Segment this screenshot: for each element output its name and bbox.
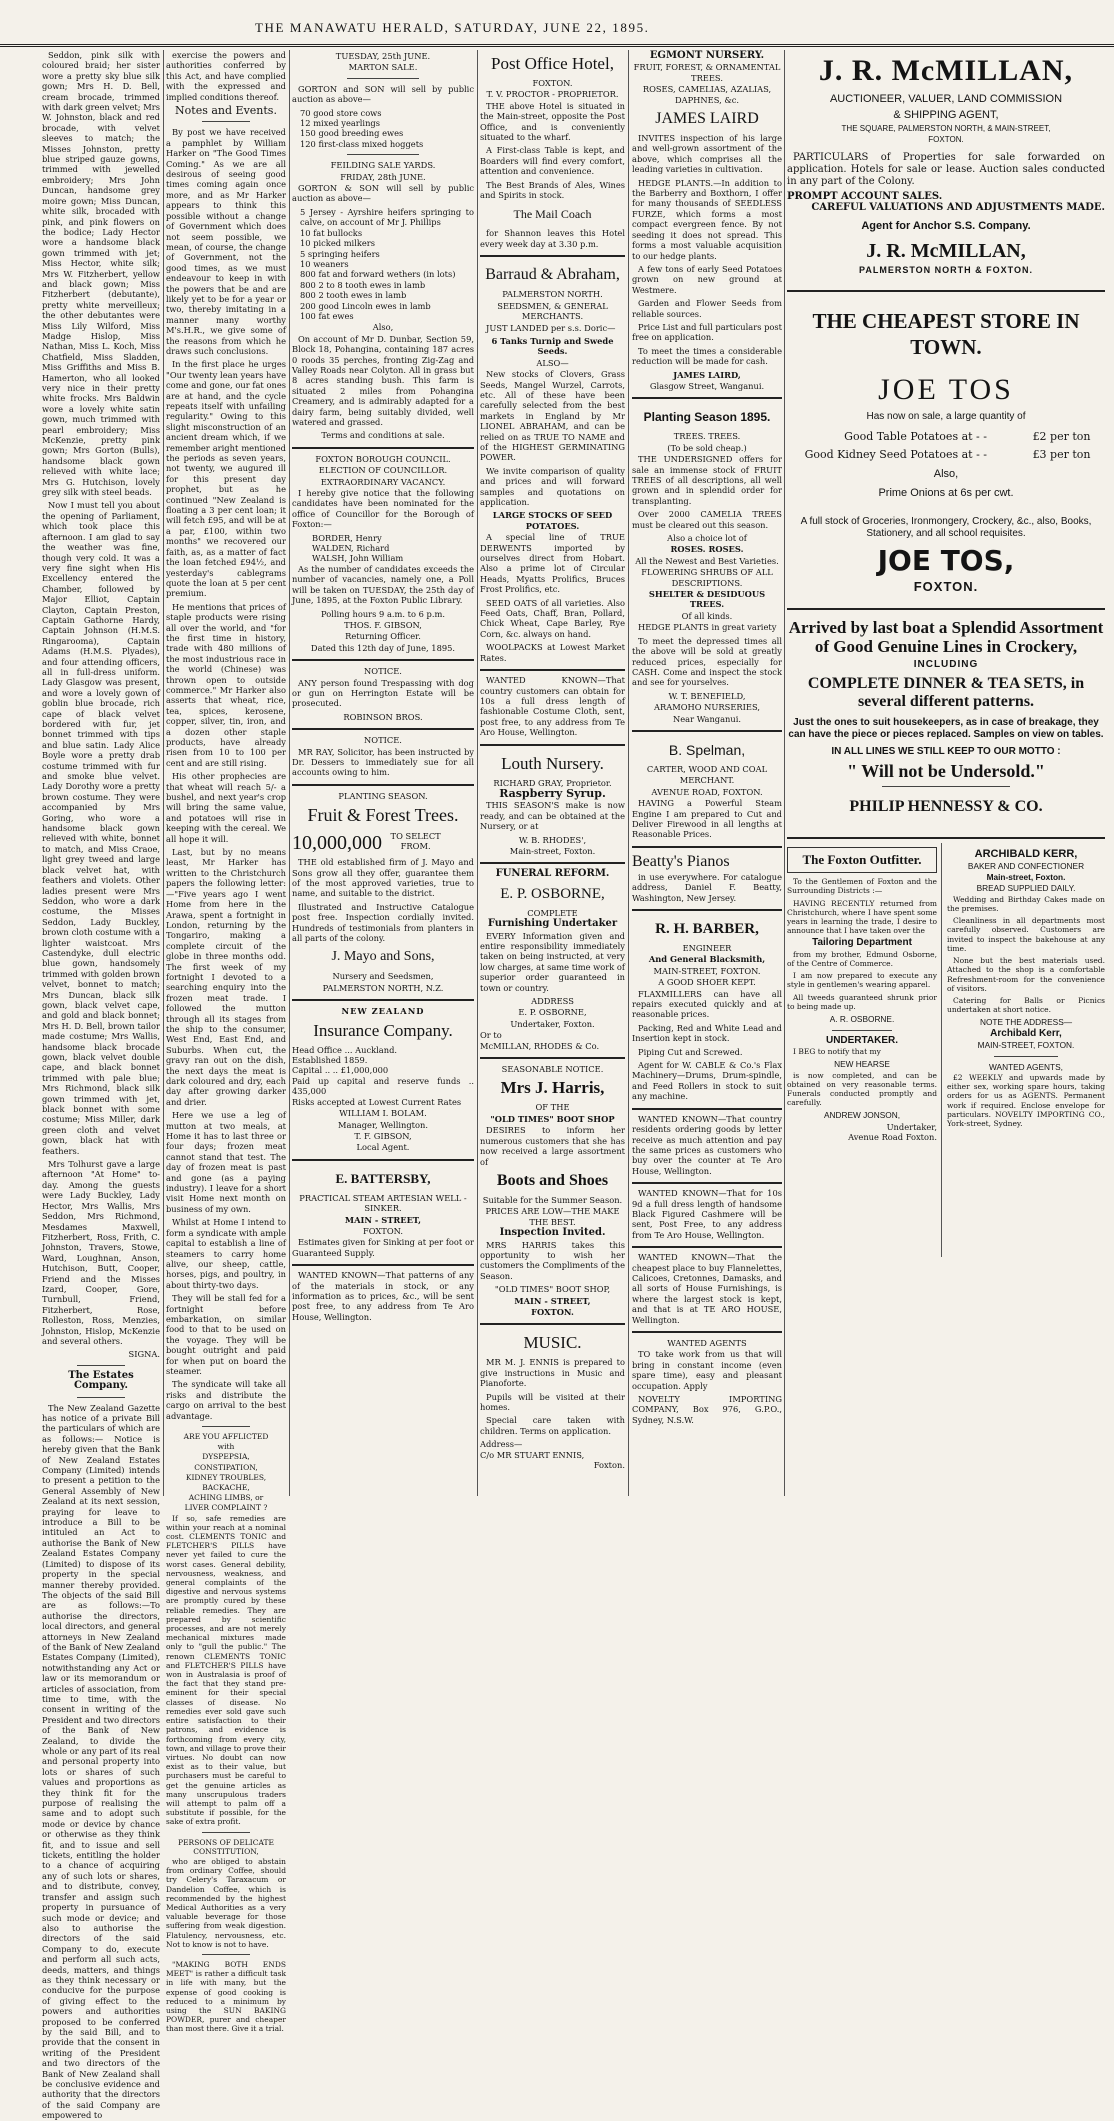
osborne-body: EVERY Information given and entire responsibility immediately taken on being instructed, at very low charges, at same time work of superior order guaranteed in town or country. [480,930,625,993]
divider [202,1954,250,1955]
wanted-known: WANTED KNOWN—That the cheapest place to buy Flannelettes, Calicoes, Cretonnes, Damasks, and all sorts of House Furnishings, is where the largest stock is kept, and that is at TE ARO HOUSE, Wellington. [632,1252,782,1325]
society-paragraph: Seddon, pink silk with coloured braid; her sister wore a pretty sky blue silk gown; Mrs H. D. Bell, cream brocade, trimmed with dark green velvet; Mrs W. Johnston, black and red brocade, with velvet sleeves to match; the Misses Johnston, pretty blue striped gauze gowns, trimmed with jewelled embroidery; Mrs John Duncan, handsome grey moire gown; Miss Duncan, white silk, brocaded with pink, and pink flowers on the bodice; Lady Hector wore a handsome black gown trimmed with jet; Miss Hector, white silk; Mrs W. Fitzherbert, yellow and black gown; Miss Fitzherbert (debutante), pretty white merveilleux; the other debutantes were Miss Lily Wilford, Miss Madge Hislop, Miss Nathan, Miss L. Koch, Miss Chatfield, Miss Sladden, Miss Griffiths and Miss B. Hamerton, who all looked very nice in their pretty white frocks. Mrs Baldwin wore a lovely white satin gown, much trimmed with pearl embroidery; Miss McKenzie, pretty pink gown; Mrs Gorton (Bulls), handsome black gown relieved with white lace; Mrs G. Hutchison, lovely grey silk with steel beads. [42,50,160,498]
notice-body: ANY person found Trespassing with dog or gun on Herrington Estate will be prosecuted. [292,677,474,709]
tos-town: FOXTON. [913,579,979,595]
battersby-town: FOXTON. [362,1225,404,1236]
spelman-subheading: CARTER, WOOD AND COAL [646,763,768,774]
notice-body: MR RAY, Solicitor, has been instructed by Dr. Dessers to immediately sue for all accounts owing to him. [292,746,474,778]
tos-heading: JOE TOS [878,372,1014,406]
undertaker-role: Undertaker, [886,1121,937,1132]
notes-paragraph: By post we have received a pamphlet by William Harker on "The Good Times Coming." As we are all desirous of seeing good times coming again once more, and as Mr Harker appears to think this possible without a change of Government which does not seem possible, we mean, of course, the change of Government, not the good times, as we must endeavour to keep in with the powers that be and are likely yet to be for a year or two, thereby imitating in a manner many worthy M's.H.R., we give some of the reasons from which he draws such conclusions. [166,127,286,356]
mayo-heading: J. Mayo and Sons, [331,949,435,965]
mcmillan-prompt: PROMPT ACCOUNT SALES. [787,190,943,202]
insurance-agent-role: Local Agent. [356,1142,410,1153]
undertaker-place: Avenue Road Foxton. [848,1132,937,1143]
raspberry-signature: W. B. RHODES', [518,834,587,845]
battersby-street: MAIN - STREET, [344,1214,422,1225]
inspection-street: MAIN - STREET, [514,1295,591,1306]
mcmillan-heading: J. R. McMILLAN, [818,54,1074,87]
column-rule [477,50,478,1496]
notes-paragraph: Whilst at Home I intend to form a syndicate with ample capital to establish a line of steamers to carry home alive, our sheep, cattle, horses, pigs, and poultry, in about thirty-two days. [166,1217,286,1290]
signature: SIGNA. [128,1349,160,1360]
barber-body: Piping Cut and Screwed. [638,1046,743,1057]
inspection-town: FOXTON. [531,1306,574,1317]
raspberry-place: Main-street, Foxton. [509,845,596,856]
insurance-risks: Risks accepted at Lowest Current Rates [292,1096,462,1107]
candidate: WALSH, John William [312,553,404,564]
divider [832,1030,892,1031]
laird-place: Glasgow Street, Wanganui. [649,380,765,391]
insurance-manager-role: Manager, Wellington. [338,1119,428,1130]
tos-sale: Has now on sale, a large quantity of [866,410,1026,422]
column-2 [166,50,286,2034]
raspberry-heading: Raspberry Syrup. [499,786,606,800]
hotel-body: The Best Brands of Ales, Wines and Spirits in stock. [480,179,625,201]
kerr-subheading: BAKER AND CONFECTIONER [967,860,1085,871]
barraud-body: New stocks of Clovers, Grass Seeds, Mangel Wurzel, Carrots, etc. All of these have been carefully selected from the best markets in England by Mr LIONEL ABRAHAM, and can be relied on as TRUE TO NAME and of the HIGHEST GERMINATING POWER. [480,369,625,463]
notes-paragraph: His other prophecies are that wheat will reach 5/- a bushel, and next year's crop will bring the same value, and potatoes will rise in keeping with the cereal. We all hope it will. [166,771,286,844]
insurance-capital: Capital .. .. £1,000,000 [292,1065,389,1076]
outfitter-body: from my brother, Edmund Osborne, of the Centre of Commerce. [787,949,937,969]
louth-proprietor: RICHARD GRAY, Proprietor. [493,777,612,788]
coach-heading: The Mail Coach [513,207,592,222]
barber-shoer: A GOOD SHOER KEPT. [658,977,756,988]
candidate: BORDER, Henry [312,532,382,543]
notes-paragraph: Here we use a leg of mutton at two meals, at Home it has to last three or four days; frozen meat cannot stand that test. The day of frozen meat is past and gone (as a paying industry). I leave for a short visit Home next month on business of my own. [166,1110,286,1214]
divider [77,1397,124,1398]
ailment-item: KIDNEY TROUBLES, [185,1472,267,1482]
wanted-agents-body: £2 WEEKLY and upwards made by either sex, working spare hours, taking orders for us as AGENTS. Permanent work if required. Enclose envelope for particulars. NOVELTY IMPORTING CO., York-street, Sydney. [947,1072,1105,1128]
trees-cheap: (To be sold cheap.) [667,442,747,453]
tos-onions: Prime Onions at 6s per cwt. [878,487,1014,500]
sale-intro: GORTON & SON will sell by public auction as above— [292,183,474,204]
outfitter-body: HAVING RECENTLY returned from Christchurch, where I have spent some years in learning the trade, I desire to announce that I have taken over the [787,898,937,936]
sale-item: 120 first-class mixed hoggets [300,138,424,149]
candidate: WALDEN, Richard [312,543,390,554]
seasonable-notice: SEASONABLE NOTICE. [501,1064,604,1075]
tolhurst-paragraph: Mrs Tolhurst gave a large afternoon "At Home" to-day. Among the guests were Lady Buckley, Lady Hector, Mrs Wallis, Mrs Seddon, Mrs Richmond, Mesdames Maxwell, Fitzherbert, Ross, Frith, C. Johnston, Travers, Stowe, Ward, Loughnan, Anson, Hutchison, Butt, Cooper, Friend and the Misses Izard, Cooper, Gore, Turnbull, Friend, Fitzherbert, Rose, Rolleston, Ross, Menzies, Johnston, Hislop, McKenzie and several others. [42,1159,160,1346]
estates-heading: The Estates Company. [68,1369,134,1392]
kerr-heading: ARCHIBALD KERR, [974,848,1078,861]
barraud-body: A special line of TRUE DERWENTS imported by ourselves direct from Hobart. Also a prime lot of Circular Heads, Myatts Prolifics, Bruces Frost Prolifics, etc. [480,532,625,595]
mayo-subheading: Nursery and Seedsmen, [332,971,434,982]
sale-item: 10 weaners [300,258,349,269]
arrived-quote: " Will not be Undersold." [847,761,1045,782]
sale-item: 100 fat ewes [300,310,354,321]
harris-heading: Mrs J. Harris, [500,1078,605,1098]
arrived-body: Just the ones to suit housekeepers, as in case of breakage, they can have the piece or pieces replaced. Samples on view on tables. [788,716,1104,740]
hotel-proprietor: T. V. PROCTOR - PROPRIETOR. [486,89,619,100]
harris-body: DESIRES to inform her numerous customers that she has now received a large assortment of [480,1125,625,1167]
egmont-list: ROSES, CAMELIAS, AZALIAS, DAPHNES, &c. [642,84,772,105]
insurance-heading: Insurance Company. [313,1020,453,1040]
column-rule [628,50,629,1496]
column-4 [480,50,625,1496]
raspberry-body: THIS SEASON'S make is now ready, and can be obtained at the Nursery, or at [480,800,625,832]
council-subheading: ELECTION OF COUNCILLOR. [318,465,448,476]
divider [347,78,420,79]
outfitter-signature: A. R. OSBORNE. [829,1014,895,1025]
wanted-known: WANTED KNOWN—That country residents ordering goods by letter receive as much attention and pay the same prices as customers who buy over the counter at Te Aro House, Wellington. [632,1113,782,1176]
notes-heading: Notes and Events. [175,104,277,118]
sale-place: FEILDING SALE YARDS. [330,160,436,171]
beatty-heading: Beatty's Pianos [632,852,730,870]
council-vacancy: EXTRAORDINARY VACANCY. [320,476,446,487]
tos-line-label: Good Kidney Seed Potatoes at - - [804,448,987,462]
hennessy-heading: PHILIP HENNESSY & CO. [849,798,1043,816]
music-body: Special care taken with children. Terms on application. [480,1415,625,1436]
benefield-signature: W. T. BENEFIELD, [668,690,746,701]
undertaker-hearse: NEW HEARSE [834,1059,890,1070]
council-heading: FOXTON BOROUGH COUNCIL. [315,453,451,464]
notes-paragraph: He mentions that prices of staple products were rising all over the world, and "for the first time in history, trade with 480 millions of the most industrious race in the world (Chinese) was thrown open to outside commerce." Mr Harker also asserts that wheat, rice, tea, spices, kerosene, copper, silver, tin, iron, and a dozen other staple products, have already risen from 10 to 100 per cent and are still rising. [166,601,286,768]
boots-heading: Boots and Shoes [496,1171,609,1189]
kerr-body: Catering for Balls or Picnics undertaken at short notice. [947,995,1105,1015]
sale-item: 5 Jersey - Ayrshire heifers springing to calve, on account of Mr J. Phillips [300,206,474,228]
sale-item: 150 good breeding ewes [300,128,404,139]
sale-item: 70 good store cows [300,107,382,118]
egmont-subheading: FRUIT, FOREST, & ORNAMENTAL TREES. [633,62,781,83]
coach-body: for Shannon leaves this Hotel every week day at 3.30 p.m. [480,228,625,249]
agents-signature: NOVELTY IMPORTING COMPANY, Box 976, G.P.O., Sydney, N.S.W. [632,1394,782,1425]
sale-item: 10 picked milkers [300,238,376,249]
trees-number: 10,000,000 [292,832,382,855]
wanted-agents-heading: WANTED AGENTS, [989,1061,1063,1072]
column-rule [941,843,942,1257]
barraud-landed: JUST LANDED per s.s. Doric— [486,322,616,333]
outfitter-department: Tailoring Department [812,937,912,949]
tos-heading: JOE TOS, [877,544,1015,578]
arrived-motto: IN ALL LINES WE STILL KEEP TO OUR MOTTO : [831,745,1061,757]
sale-intro: GORTON and SON will sell by public auction as above— [292,83,474,105]
trees-subheading: TREES. TREES. [673,431,741,442]
masthead [0,0,1114,47]
laird-body: Garden and Flower Seeds from reliable sources. [632,298,782,319]
cheapest-heading: THE CHEAPEST STORE IN TOWN. [812,308,1080,359]
wanted-known: WANTED KNOWN—That for 10s 9d a full dress length of handsome Black Figured Cashmere will be sent, Post Free, to any address from Te Aro House, Wellington. [632,1188,782,1240]
insurance-paid: Paid up capital and reserve funds .. 435,000 [292,1075,474,1097]
barber-body: Agent for W. CABLE & Co.'s Flax Machinery—Drums, Drum-spindle, and Feed Rollers in stock to suit any machine. [632,1060,782,1102]
shrubs-heading: FLOWERING SHRUBS OF ALL DESCRIPTIONS. [641,567,773,588]
sale-terms: Terms and conditions at sale. [321,430,445,441]
osborne-complete: COMPLETE [527,907,578,918]
ailment-item: BACKACHE, [202,1483,250,1493]
battersby-heading: E. BATTERSBY, [335,1170,431,1186]
barraud-subheading: SEEDSMEN, & GENERAL MERCHANTS. [497,300,608,322]
roses-heading: ROSES. ROSES. [670,544,744,555]
ad-body: If so, safe remedies are within your reach at a nominal cost. CLEMENTS TONIC and FLETCHER'S PILLS have never yet failed to cure the worst cases. General debility, nervousness, weakness, and general complaints of the digestive and nervous systems are promptly cured by these reliable remedies. They are prepared by scientific processes, and are not merely mechanical mixtures made only to "gull the public." The renown CLEMENTS TONIC and FLETCHER'S PILLS have won in Australasia is proof of the fact that they stand pre-eminent for their special classes of disease. No remedies ever sold gave such entire satisfaction to their patrons, and evidence is forthcoming from every city, town, and village to prove their virtues. No doubt can now exist as to their value, but purchasers must be careful to get the genuine articles as many unscrupulous traders will attempt to palm off a substitute if possible, for the sake of extra profit. [166,1513,286,1827]
undertaker-body: I BEG to notify that my [793,1046,881,1056]
sale-item: 800 2 to 8 tooth ewes in lamb [300,279,426,290]
sale-date: TUESDAY, 25th JUNE. [335,51,431,61]
council-body: I hereby give notice that the following candidates have been nominated for the office of Councillor for the Borough of Foxton:— [292,488,474,530]
barraud-body: SEED OATS of all varieties. Also Feed Oats, Chaff, Bran, Pollard, Chick Wheat, Cape Barley, Rye Corn, &c. always on hand. [480,597,625,639]
spelman-body: HAVING a Powerful Steam Engine I am prepared to Cut and Deliver Firewood in all lengths at Reasonable Prices. [632,798,782,840]
ad-heading: ARE YOU AFFLICTED [183,1432,269,1441]
tos-line-price: £2 per ton [1032,430,1091,444]
notice-heading: NOTICE. [364,666,402,677]
insurance-country: NEW ZEALAND [341,1006,425,1017]
trees-body: THE old established firm of J. Mayo and Sons grow all they offer, guarantee them of the most approved varieties, true to name, and suitable to the district. [292,857,474,899]
kerr-body: None but the best materials used. Attached to the shop is a comfortable Refreshment-room for the convenience of visitors. [947,956,1105,993]
undersigned-body: THE UNDERSIGNED offers for sale an immense stock of FRUIT TREES of all descriptions, all well grown and in splendid order for transplanting. [632,454,782,506]
parliament-paragraph: Now I must tell you about the opening of Parliament, which took place this afternoon. I am glad to say the weather was fine, though very cold. It was a very fine sight when His Excellency entered the Chamber, followed by Major Elliot, Captain Clayton, Captain Preston, Captain Gathorne Hardy, Captain Johnson (H.M.S. Ringarooma), Captain Adams (H.M.S. Plyades), and four attending officers, all in full-dress uniform. Lady Glasgow was present, and wore a lovely gown of goblin blue brocade, rich cape of black velvet bordered with fur, jet bonnet trimmed with tips and blue satin. Lady Alice Boyle wore a pretty drab costume trimmed with fur and smoke blue velvet. Lady Dorothy wore a pretty brown costume. They were accompanied by Mrs Goring, who wore a handsome black gown relieved with white, bonnet to match, and Miss Craoe, light grey tweed and large black velvet hat, with feathers and violets. Other ladies present were Mrs Seddon, who wore a dark costume, the Misses Seddon, Lady Buckley, brown cloth costume with a lighter waistcoat. Mrs Castendyke, dull electric blue gown, handsomely trimmed with golden brown velvet, bonnet to match; Mrs Duncan, black silk gown, black velvet cape, and gold and black bonnet; Mrs H. D. Bell, brown tailor made costume; Mrs Wallis, handsome black brocade gown, black velvet double cape, and black bonnet trimmed with pale blue; Mrs Richmond, black silk gown trimmed with jet, black bonnet with some costume; Miss Miller, dark green cloth and velvet gown, black hat with feathers. [42,500,160,1156]
returning-officer-role: Returning Officer. [345,631,421,642]
inspection-body: MRS HARRIS takes this opportunity to wish her customers the Compliments of the Season. [480,1239,625,1281]
divider [882,786,1009,787]
planting-heading: PLANTING SEASON. [338,790,428,801]
divider [202,1832,250,1833]
ailment-item: LIVER COMPLAINT ? [184,1503,268,1513]
mcmillan-town: FOXTON. [928,135,964,145]
barraud-heading: Barraud & Abraham, [485,266,620,284]
estates-continued: exercise the powers and authorities conferred by this Act, and have complied with the expressed and implied conditions thereof. [166,50,286,102]
polling-hours: Polling hours 9 a.m. to 6 p.m. [320,608,446,619]
kinds-line: Of all kinds. [681,610,733,621]
laird-body: To meet the times a considerable reduction will be made for cash. [632,345,782,367]
trees-body: Illustrated and Instructive Catalogue post free. Inspection cordially invited. Hundreds of testimonials from planters in all parts of the colony. [292,901,474,944]
inspection-shop: "OLD TIMES" BOOT SHOP, [494,1284,611,1295]
notice-signature: ROBINSON BROS. [343,711,423,722]
planting-heading: Planting Season 1895. [643,410,771,425]
barber-subheading: ENGINEER [682,943,732,953]
harris-of: OF THE [535,1102,570,1113]
insurance-manager: WILLIAM I. BOLAM. [339,1108,427,1119]
egmont-heading: EGMONT NURSERY. [649,50,765,61]
ad-body: who are obliged to abstain from ordinary Coffee, should try Celery's Taraxacum or Dandelion Coffee, which is recommended by the highest Medical Authorities as a very valuable beverage for those suffering from weak digestion. Flatulency, nervousness, etc. Not to know is not to have. [166,1856,286,1949]
ad-heading: PERSONS OF DELICATE CONSTITUTION, [178,1837,274,1856]
notes-paragraph: In the first place he urges "Our twenty lean years have come and gone, our fat ones are at hand, and the cycle repeats itself with unfailing regularity." Owing to this slight misconstruction of an ancient dream which, if we remember aright mentioned the periods as seven years, not twenty, we augured ill for this present day prophet, but as he continued "New Zealand is floating a 3 per cent loan; it will fetch £95, and will be at a par, £100, within two months" we recovered our faith, as, as a matter of fact the loan fetched £94½, and yesterday's cablegrams quote the loan at 5 per cent premium. [166,359,286,599]
music-body: Pupils will be visited at their homes. [480,1391,625,1412]
sale-date: FRIDAY, 28th JUNE. [340,171,426,182]
louth-heading: Louth Nursery. [501,753,604,773]
osborne-subheading: Furnishing Undertaker [487,918,618,930]
sale-item: 800 2 tooth ewes in lamb [300,290,407,301]
arrived-sets: COMPLETE DINNER & TEA SETS, in several different patterns. [807,674,1085,710]
spelman-road: AVENUE ROAD, FOXTON. [651,786,763,797]
laird-signature: JAMES LAIRD, [673,369,741,380]
arrived-including: INCLUDING [913,659,979,671]
kerr-note: NOTE THE ADDRESS— [979,1017,1073,1028]
barber-heading: R. H. BARBER, [655,921,759,937]
benefield-near: Near Wanganui. [672,713,742,724]
mcmillan-address: THE SQUARE, PALMERSTON NORTH, & MAIN-STREET, [841,124,1051,133]
barraud-tanks: 6 Tanks Turnip and Swede Seeds. [491,335,614,357]
kerr-signature: Archibald Kerr, [990,1027,1062,1039]
harris-shop: "OLD TIMES" BOOT SHOP [490,1113,615,1124]
divider [994,1056,1057,1057]
returning-officer: THOS. F. GIBSON, [344,619,422,630]
mcmillan-places: PALMERSTON NORTH & FOXTON. [858,265,1033,276]
mcmillan-subheading: AUCTIONEER, VALUER, LAND COMMISSION [829,93,1063,105]
laird-heading: JAMES LAIRD [655,110,759,128]
outfitter-body: I am now prepared to execute any style in gentlemen's wearing apparel. [787,971,937,990]
trees-heading: Fruit & Forest Trees. [307,805,459,826]
barraud-large: LARGE STOCKS OF SEED POTATOES. [492,510,613,531]
masthead-title: THE MANAWATU HERALD, SATURDAY, JUNE 22, 1895. [255,20,650,35]
sale-also: Also, [372,322,394,333]
mcmillan-body: PARTICULARS of Properties for sale forwarded on application. Hotels for sale or lease. Auction sales conducted in any part of the Colony. [787,151,1105,187]
undertaker-signature: ANDREW JONSON, [823,1110,901,1121]
sale-item: 5 springing heifers [300,248,380,259]
music-town: Foxton. [593,1460,625,1471]
barraud-body: We invite comparison of quality and prices and will forward samples and quotations on application. [480,465,625,507]
kerr-body: Wedding and Birthday Cakes made on the premises. [947,894,1105,914]
barraud-body: WOOLPACKS at Lowest Market Rates. [480,642,625,663]
column-5 [632,50,782,1496]
battersby-body: Estimates given for Sinking at per foot or Guaranteed Supply. [292,1237,474,1258]
barber-body: Packing, Red and White Lead and Insertion kept in stock. [632,1022,782,1044]
osborne-heading: E. P. OSBORNE, [500,885,605,902]
mcmillan-heading: J. R. McMILLAN, [866,240,1026,263]
estates-paragraph: The New Zealand Gazette has notice of a private Bill the particulars of which are as follows:— Notice is hereby given that the Bank of New Zealand Estates Company (Limited) intends to present a petition to the General Assembly of New Zealand at its next session, praying for leave to introduce a Bill to be intituled an Act to authorise the Bank of New Zealand Estates Company (Limited) to dispose of its property in the special manner thereby provided. The objects of the said Bill are as follows:—To authorise the directors, local directors, and general attorneys in New Zealand of the Bank of New Zealand Estates Company (Limited), notwithstanding any Act or law or its memorandum or articles of association, from time to time, with the consent in writing of the President and two directors of the Bank of New Zealand, to divide the whole or any part of its real and personal property into lots or shares of such values and proportions as they think fit for the purpose of realising the same and to adopt such mode or device by chance or otherwise as they think fit, and to issue and sell tickets, entitling the holder to a chance of acquiring any of such lots or shares, and to distribute, convey, transfer and assign such property in pursuance of such mode or device; and also to authorise the directors of the said Company to do, execute and perform all such acts, deeds, matters, and things as they think necessary or conducive for the purpose of giving effect to the powers and authorities proposed to be conferred by the said Bill, and to provide that the consent in writing of the President and two directors of the Bank of New Zealand shall be conclusive evidence and authority that the directors of the said Company are empowered to [42,1402,160,2121]
column-3 [292,50,474,1496]
mayo-place: PALMERSTON NORTH, N.Z. [322,982,444,993]
tos-also: Also, [933,468,959,481]
sale-body: On account of Mr D. Dunbar, Section 59, Block 18, Pohangina, containing 187 acres 0 roods 35 perches, fronting Zig-Zag and Valley Roads near Colyton. All in grass but 8 acres standing bush. This farm is situated 2 miles from Pohangina Creamery, and is admirably adapted for a dairy farm, being suitably divided, well watered and grassed. [292,333,474,427]
divider [202,121,250,122]
boots-subheading: Suitable for the Summer Season. [482,1194,623,1205]
ailment-item: CONSTIPATION, [194,1462,258,1472]
mcmillan-subheading: & SHIPPING AGENT, [893,109,999,121]
barber-street: MAIN-STREET, FOXTON. [653,965,761,976]
beatty-body: in use everywhere. For catalogue address, Daniel F. Beatty, Washington, New Jersey. [632,871,782,903]
agents-body: TO take work from us that will bring in constant income (even spare time), easy and pleasant occupation. Apply [632,1349,782,1391]
kerr-body: Cleanliness in all departments most carefully observed. Customers are invited to inspect the bakehouse at any time. [947,916,1105,953]
sale-place: MARTON SALE. [348,62,418,73]
insurance-agent: T. F. GIBSON, [354,1130,412,1141]
hedge-line: HEDGE PLANTS in great variety [638,622,777,633]
osborne-signature: E. P. OSBORNE, [518,1007,587,1018]
column-6 [787,50,1105,1496]
column-rule [289,50,290,1496]
funeral-heading: FUNERAL REFORM. [495,868,610,880]
benefield-place: ARAMOHO NURSERIES, [653,702,761,713]
hotel-body: A First-class Table is kept, and Boarders will find every comfort, attention and convenience. [480,145,625,177]
benefield-body: To meet the depressed times all the above will be sold at greatly reduced prices, especially for CASH. Come and inspect the stock and see for yourselves. [632,635,782,688]
laird-body: Price List and full particulars post free on application. [632,321,782,343]
hotel-heading: Post Office Hotel, [491,54,614,73]
notes-paragraph: The syndicate will take all risks and distribute the cargo on arrival to the best advantage. [166,1379,286,1421]
music-heading: MUSIC. [523,1333,582,1353]
insurance-office: Head Office ... Auckland. [292,1044,398,1055]
osborne-role: Undertaker, Foxton. [510,1018,595,1029]
sale-item: 10 fat bullocks [300,227,363,238]
music-address: Address— [480,1439,523,1450]
osborne-address: ADDRESS [531,996,574,1007]
undertaker-body: is now completed, and can be obtained on very reasonable terms. Funerals conducted promptly and carefully. [787,1070,937,1108]
shelter-heading: SHELTER & DESIDUOUS TREES. [648,589,766,610]
ailment-item: ACHING LIMBS, or [188,1493,264,1503]
camelia-body: Over 2000 CAMELIA TREES must be cleared out this season. [632,509,782,530]
osborne-or: Or to [480,1030,502,1041]
trees-select: TO SELECT FROM. [390,830,441,852]
tos-line-price: £3 per ton [1032,448,1091,462]
arrived-heading: Arrived by last boat a Splendid Assortment of Good Genuine Lines in Crockery, [788,618,1104,657]
outfitter-to: To the Gentlemen of Foxton and the Surrounding Districts :— [787,877,937,896]
council-date: Dated this 12th day of June, 1895. [310,642,456,653]
barraud-also: ALSO— [536,357,569,368]
spelman-merchant: MERCHANT. [679,775,735,786]
divider [77,1365,124,1366]
inspection-heading: Inspection Invited. [499,1227,606,1239]
music-body: MR M. J. ENNIS is prepared to give instructions in Music and Pianoforte. [480,1357,625,1389]
tos-line-label: Good Table Potatoes at - - [844,430,987,444]
mcmillan-agent: Agent for Anchor S.S. Company. [861,219,1031,232]
battersby-subheading: PRACTICAL STEAM ARTESIAN WELL - SINKER. [299,1192,467,1214]
boots-prices: PRICES ARE LOW—THE MAKE THE BEST. [485,1206,620,1227]
laird-body: INVITES inspection of his large and well-grown assortment of the above, which comprises all the leading varieties in cultivation. [632,133,782,175]
barber-general: And General Blacksmith, [648,954,766,965]
insurance-established: Established 1859. [292,1055,368,1066]
hotel-body: THE above Hotel is situated in the Main-street, opposite the Post Office, and is conveniently situated to the wharf. [480,100,625,143]
wanted-known: WANTED KNOWN—That country customers can obtain for 10s a full dress length of fashionable Costume Cloth, sent, post free, to any address from Te Aro House, Wellington. [480,675,625,738]
agents-heading: WANTED AGENTS [667,1338,747,1348]
ad-body: "MAKING BOTH ENDS MEET" is rather a difficult task in life with many, but the expense of good cooking is reduced to a minimum by using the SUN BAKING POWDER, purer and cheaper than most there. Give it a trial. [166,1959,286,2034]
barraud-town: PALMERSTON NORTH. [502,289,603,300]
music-care: C/o MR STUART ENNIS, [480,1449,585,1460]
column-1 [42,50,160,2121]
laird-body: A few tons of early Seed Potatoes grown on new ground at Westmere. [632,263,782,295]
choice-lot: Also a choice lot of [667,533,747,544]
wanted-known: WANTED KNOWN—That patterns of any of the materials in stock, or any information as to prices, &c., will be sent post free, to any address from Te Aro House, Wellington. [292,1270,474,1322]
outfitter-body: All tweeds guaranteed shrunk prior to being made up. [787,992,937,1011]
kerr-bread: BREAD SUPPLIED DAILY. [976,883,1076,894]
laird-body: HEDGE PLANTS.—In addition to the Barberry and Boxthorn, I offer for many thousands of SEEDLESS FURZE, which forms a most compact evergreen fence. By not seeding it does not spread. This forms a most valuable acquisition to our hedge plants. [632,177,782,261]
osborne-alt: McMILLAN, RHODES & Co. [480,1040,600,1051]
column-rule [163,50,164,1496]
mcmillan-careful: CAREFUL VALUATIONS AND ADJUSTMENTS MADE. [811,201,1105,213]
barber-body: FLAXMILLERS can have all repairs executed quickly and at reasonable prices. [632,988,782,1020]
notice-heading: NOTICE. [364,735,402,746]
ad-with: with [217,1442,235,1452]
kerr-place: MAIN-STREET, FOXTON. [977,1040,1075,1051]
sale-item: 12 mixed yearlings [300,118,380,129]
tos-stock: A full stock of Groceries, Ironmongery, Crockery, &c., also, Books, Stationery, and all school requisites. [800,516,1092,540]
sale-item: 200 good Lincoln ewes in lamb [300,300,431,311]
column-rule [784,50,785,1496]
roses-subheading: All the Newest and Best Varieties. [635,555,779,566]
outfitter-heading: The Foxton Outfitter. [787,847,937,873]
sale-item: 800 fat and forward wethers (in lots) [300,269,456,280]
council-body: As the number of candidates exceeds the number of vacancies, namely one, a Poll will be taken on TUESDAY, the 25th day of June, 1895, at the Foxton Public Library. [292,563,474,606]
hotel-town: FOXTON. [532,78,573,88]
notes-paragraph: Last, but by no means least, Mr Harker has written to the Christchurch papers the following letter:—"Five years ago I went Home from here in the Arawa, spent a fortnight in London, returning by the Tongariro, making a complete circuit of the globe in three months odd. The first week of my fortnight I devoted to a searching enquiry into the frozen meat trade. I followed the mutton through all its stages from the ship to the consumer, West End, East End, and Suburbs. When cut, the gravy ran out on the dish, the next days the meat is dark coloured and dry, each day after growing darker and drier. [166,847,286,1107]
ailment-item: DYSPEPSIA, [202,1452,250,1462]
undertaker-heading: UNDERTAKER. [825,1034,899,1046]
divider [347,154,420,155]
divider [202,1426,250,1427]
kerr-street: Main-street, Foxton. [986,872,1066,883]
spelman-heading: B. Spelman, [668,741,746,758]
notes-paragraph: They will be stall fed for a fortnight before embarkation, on similar food to that to be used on the voyage. They will be bought outright and paid for when put on board the steamer. [166,1293,286,1376]
